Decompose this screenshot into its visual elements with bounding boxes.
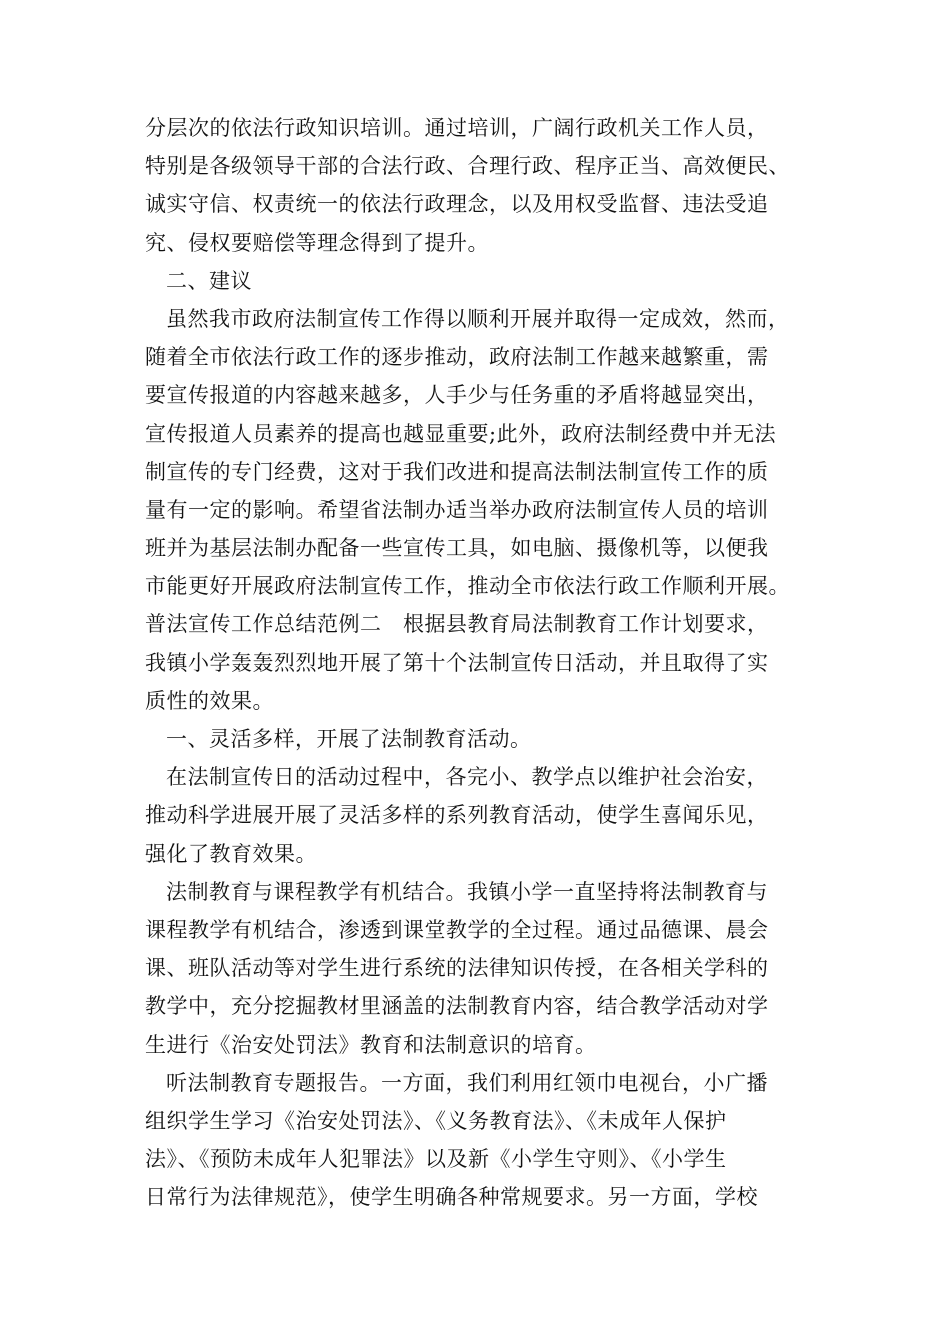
- text-line: 究、侵权要赔偿等理念得到了提升。: [145, 230, 489, 255]
- text-line: 强化了教育效果。: [145, 841, 317, 866]
- text-line: 量有一定的影响。希望省法制办适当举办政府法制宣传人员的培训: [145, 497, 769, 522]
- text-line: 课程教学有机结合，渗透到课堂教学的全过程。通过品德课、晨会: [145, 917, 769, 942]
- paragraph-start-line: 听法制教育专题报告。一方面，我们利用红领巾电视台，小广播: [166, 1070, 768, 1095]
- section-heading: 二、建议: [166, 268, 252, 293]
- text-line: 制宣传的专门经费，这对于我们改进和提高法制法制宣传工作的质: [145, 459, 769, 484]
- text-line: 宣传报道人员素养的提高也越显重要;此外，政府法制经费中并无法: [145, 421, 777, 446]
- paragraph-start-line: 法制教育与课程教学有机结合。我镇小学一直坚持将法制教育与: [166, 879, 768, 904]
- text-line: 普法宣传工作总结范例二 根据县教育局法制教育工作计划要求，: [145, 612, 769, 637]
- text-line: 课、班队活动等对学生进行系统的法律知识传授，在各相关学科的: [145, 956, 769, 981]
- text-line: 要宣传报道的内容越来越多，人手少与任务重的矛盾将越显突出，: [145, 383, 769, 408]
- paragraph-start-line: 虽然我市政府法制宣传工作得以顺利开展并取得一定成效，然而，: [166, 306, 790, 331]
- paragraph-start-line: 在法制宣传日的活动过程中，各完小、教学点以维护社会治安，: [166, 765, 768, 790]
- text-line: 法》、《预防未成年人犯罪法》以及新《小学生守则》、《小学生: [145, 1147, 727, 1172]
- text-line: 组织学生学习《治安处罚法》、《义务教育法》、《未成年人保护: [145, 1108, 727, 1133]
- text-line: 诚实守信、权责统一的依法行政理念，以及用权受监督、违法受追: [145, 192, 769, 217]
- section-heading: 一、灵活多样，开展了法制教育活动。: [166, 727, 532, 751]
- text-line: 生进行《治安处罚法》教育和法制意识的培育。: [145, 1032, 597, 1057]
- text-line: 日常行为法律规范》，使学生明确各种常规要求。另一方面，学校: [145, 1185, 758, 1210]
- text-line: 教学中，充分挖掘教材里涵盖的法制教育内容，结合教学活动对学: [145, 994, 769, 1019]
- text-line: 分层次的依法行政知识培训。通过培训，广阔行政机关工作人员，: [145, 116, 769, 140]
- text-line: 推动科学进展开展了灵活多样的系列教育活动，使学生喜闻乐见，: [145, 803, 769, 828]
- text-line: 质性的效果。: [145, 688, 274, 713]
- document-body: [145, 109, 825, 1216]
- text-line: 班并为基层法制办配备一些宣传工具，如电脑、摄像机等，以便我: [145, 536, 769, 561]
- text-line: 随着全市依法行政工作的逐步推动，政府法制工作越来越繁重，需: [145, 345, 769, 370]
- text-line: 市能更好开展政府法制宣传工作，推动全市依法行政工作顺利开展。: [145, 574, 790, 599]
- text-line: 特别是各级领导干部的合法行政、合理行政、程序正当、高效便民、: [145, 154, 790, 179]
- text-line: 我镇小学轰轰烈烈地开展了第十个法制宣传日活动，并且取得了实: [145, 650, 769, 675]
